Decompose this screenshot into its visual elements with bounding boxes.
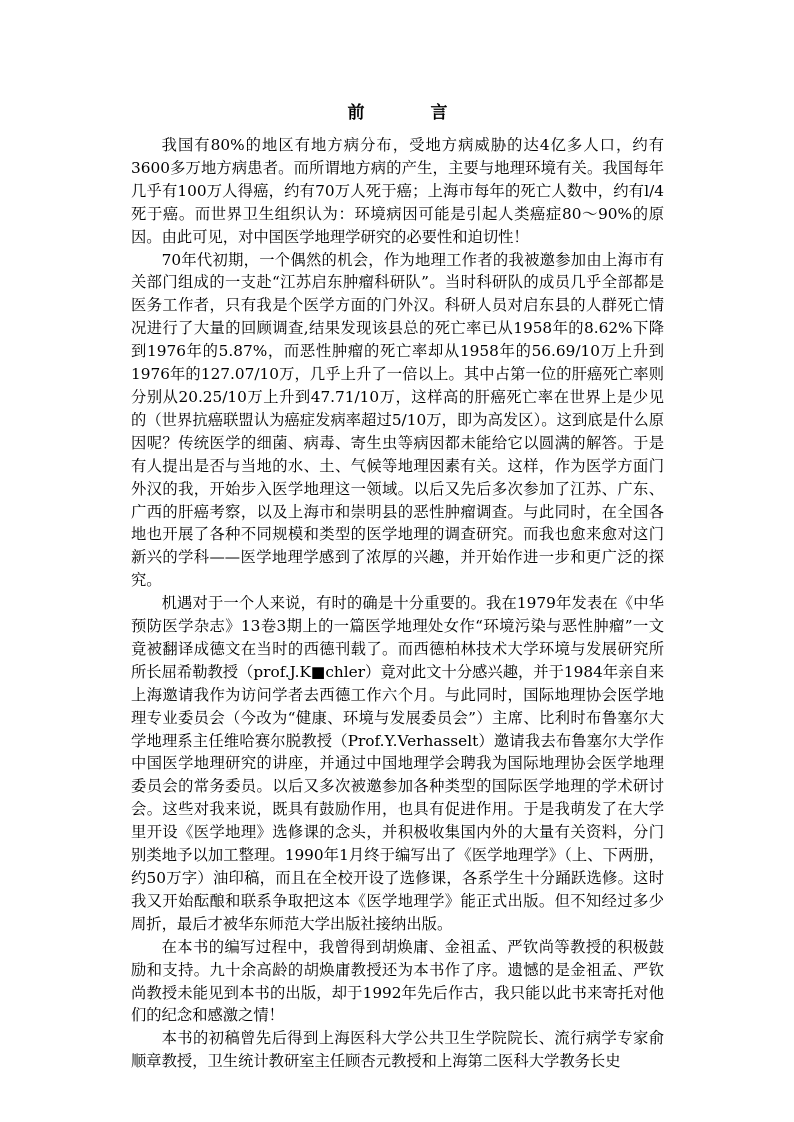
paragraph-3: 机遇对于一个人来说，有时的确是十分重要的。我在1979年发表在《中华预防医学杂志》13卷3期上的一篇医学地理处女作“环境污染与恶性肿瘤”一文竟被翻译成德文在当时的西德刊载了。而西德柏林技术大学环境与发展研究所所长屈希勒教授（prof.J.K■chler）竟对此文十分感兴趣，并于1984年亲自来上海邀请我作为访问学者去西德工作六个月。与此同时，国际地理协会医学地理专业委员会（今改为“健康、环境与发展委员会”）主席、比利时布鲁塞尔大学地理系主任维哈赛尔脱教授（Prof.Y.Verhasselt）邀请我去布鲁塞尔大学作中国医学地理研究的讲座，并通过中国地理学会聘我为国际地理协会医学地理委员会的常务委员。以后又多次被邀参加各种类型的国际医学地理的学术研讨会。这些对我来说，既具有鼓励作用，也具有促进作用。于是我萌发了在大学里开设《医学地理》选修课的念头，并积极收集国内外的大量有关资料，分门别类地予以加工整理。1990年1月终于编写出了《医学地理学》（上、下两册，约50万字）油印稿，而且在全校开设了选修课，各系学生十分踊跃选修。这时我又开始酝酿和联系争取把这本《医学地理学》能正式出版。但不知经过多少周折，最后才被华东师范大学出版社接纳出版。 [131,594,665,933]
paragraph-5: 本书的初稿曾先后得到上海医科大学公共卫生学院院长、流行病学专家俞顺章教授，卫生统计教研室主任顾杏元教授和上海第二医科大学教务长史 [131,1029,664,1071]
body-text [131,134,664,1073]
paragraph-4: 在本书的编写过程中，我曾得到胡焕庸、金祖孟、严钦尚等教授的积极鼓励和支持。九十余高龄的胡焕庸教授还为本书作了序。遗憾的是金祖孟、严钦尚教授未能见到本书的出版，却于1992年先后作古，我只能以此书来寄托对他们的纪念和感激之情！ [131,937,664,1025]
paragraph-1: 我国有80%的地区有地方病分布，受地方病威胁的达4亿多人口，约有3600多万地方病患者。而所谓地方病的产生，主要与地理环境有关。我国每年几乎有100万人得癌，约有70万人死于癌；上海市每年的死亡人数中，约有l/4死于癌。而世界卫生组织认为：环境病因可能是引起人类癌症80～90%的原因。由此可见，对中国医学地理学研究的必要性和迫切性！ [131,136,664,246]
paragraph-2: 70年代初期，一个偶然的机会，作为地理工作者的我被邀参加由上海市有关部门组成的一支赴“江苏启东肿瘤科研队”。当时科研队的成员几乎全部都是医务工作者，只有我是个医学方面的门外汉。科研人员对启东县的人群死亡情况进行了大量的回顾调查,结果发现该县总的死亡率已从1958年的8.62%下降到1976年的5.87%，而恶性肿瘤的死亡率却从1958年的56.69/10万上升到1976年的127.07/10万，几乎上升了一倍以上。其中占第一位的肝癌死亡率则分别从20.25/10万上升到47.71/10万，这样高的肝癌死亡率在世界上是少见的（世界抗癌联盟认为癌症发病率超过5/10万，即为高发区）。这到底是什么原因呢？传统医学的细菌、病毒、寄生虫等病因都未能给它以圆满的解答。于是有人提出是否与当地的水、土、气候等地理因素有关。这样，作为医学方面门外汉的我，开始步入医学地理这一领域。以后又先后多次参加了江苏、广东、广西的肝癌考察，以及上海市和崇明县的恶性肿瘤调查。与此同时，在全国各地也开展了各种不同规模和类型的医学地理的调查研究。而我也愈来愈对这门新兴的学科——医学地理学感到了浓厚的兴趣，并开始作进一步和更广泛的探究。 [131,250,664,590]
page-title: 前 言 [347,103,478,123]
